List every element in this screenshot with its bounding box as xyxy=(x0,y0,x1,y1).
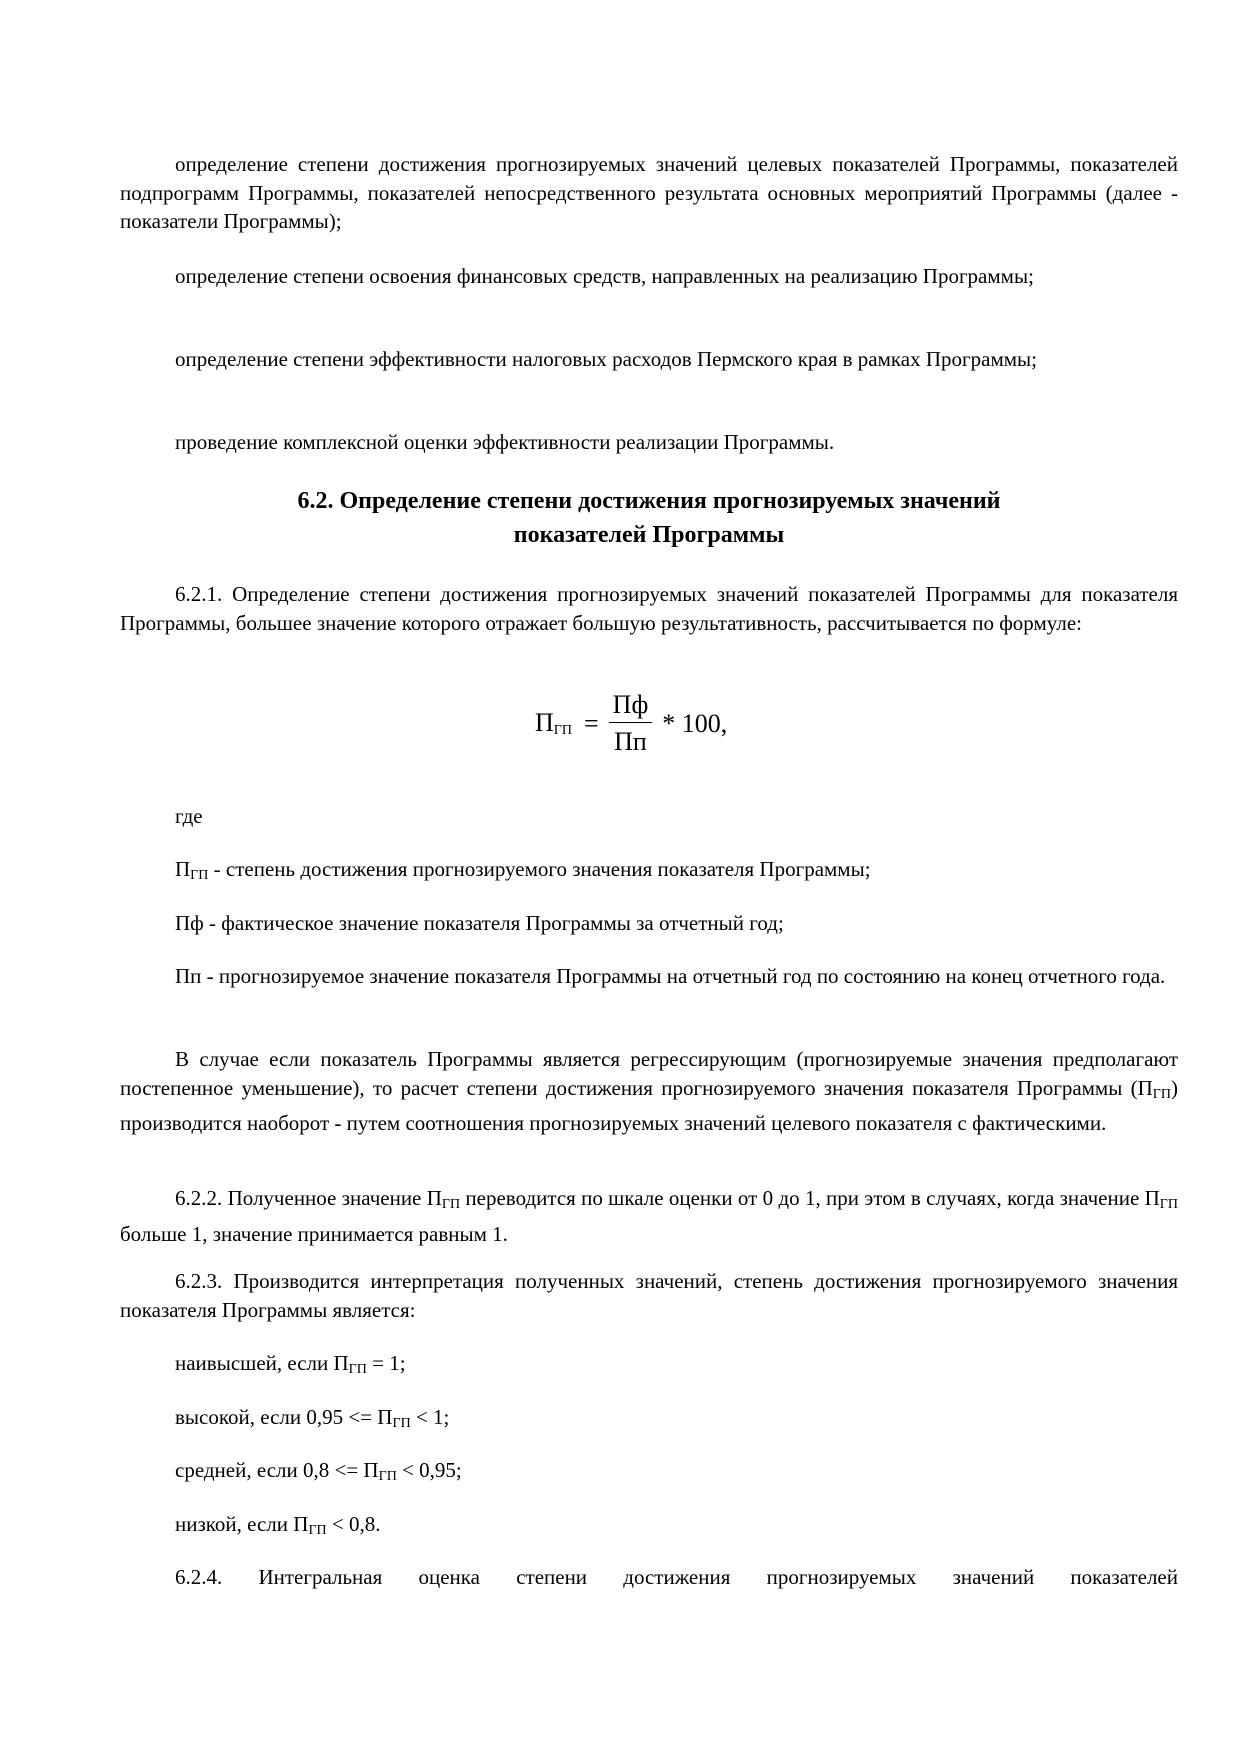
definition-pf: Пф - фактическое значение показателя Программы за отчетный год; xyxy=(175,911,784,935)
intro-item-4: проведение комплексной оценки эффективности реализации Программы. xyxy=(175,430,835,454)
where-label: где xyxy=(175,804,203,828)
section-heading-line-1: 6.2. Определение степени достижения прогнозируемых значений xyxy=(297,488,1001,514)
paragraph-6-2-2: 6.2.2. Полученное значение $П_{ГП}$ переводится по шкале оценки от 0 до 1, при этом в случаях, когда значение $П_{ГП}$ больше 1, значение принимается равным 1. xyxy=(120,1186,1178,1246)
paragraph-regressing: В случае если показатель Программы является регрессирующим (прогнозируемые значения предполагают постепенное уменьшение), то расчет степени достижения прогнозируемого значения показателя Программы $(П_{ГП})$ производится наоборот - путем соотношения прогнозируемых значений целевого показателя с фактическими. xyxy=(120,1047,1178,1135)
level-low: низкой, если $П_{ГП} < 0,8$. xyxy=(175,1512,381,1538)
level-medium: средней, если $0,8 <= П_{ГП} < 0,95$; xyxy=(175,1458,462,1484)
paragraph-6-2-4: 6.2.4. Интегральная оценка степени достижения прогнозируемых значений показателей xyxy=(175,1565,1178,1589)
intro-item-3: определение степени эффективности налоговых расходов Пермского края в рамках Программы; xyxy=(175,347,1037,371)
definition-pp: Пп - прогнозируемое значение показателя Программы на отчетный год по состоянию на конец отчетного года. xyxy=(175,964,1166,988)
definition-pgp: $П_{ГП}$ - степень достижения прогнозируемого значения показателя Программы; xyxy=(175,857,871,883)
formula-lhs: $П_{ГП}$ xyxy=(535,708,572,738)
formula-fraction xyxy=(609,690,653,757)
formula-equals: = xyxy=(584,708,599,738)
section-heading xyxy=(120,484,1178,552)
level-highest: наивысшей, если $П_{ГП} = 1$; xyxy=(175,1351,406,1377)
formula-denominator: Пп xyxy=(614,727,647,756)
formula xyxy=(535,690,727,757)
paragraph-6-2-3: 6.2.3. Производится интерпретация полученных значений, степень достижения прогнозируемого значения показателя Программы является: xyxy=(120,1269,1178,1322)
section-heading-line-2: показателей Программы xyxy=(513,522,785,548)
intro-item-1: определение степени достижения прогнозируемых значений целевых показателей Программы, показателей подпрограмм Программы, показателей непосредственного результата основных мероприятий Программы (далее - показатели Программы); xyxy=(120,152,1178,233)
formula-tail: * 100, xyxy=(662,708,728,738)
formula-numerator: Пф xyxy=(609,690,653,723)
intro-item-2: определение степени освоения финансовых средств, направленных на реализацию Программы; xyxy=(175,264,1034,288)
level-high: высокой, если $0,95 <= П_{ГП} < 1$; xyxy=(175,1405,450,1431)
paragraph-6-2-1: 6.2.1. Определение степени достижения прогнозируемых значений показателей Программы для показателя Программы, большее значение которого отражает большую результативность, рассчитывается по формуле: xyxy=(120,582,1178,635)
